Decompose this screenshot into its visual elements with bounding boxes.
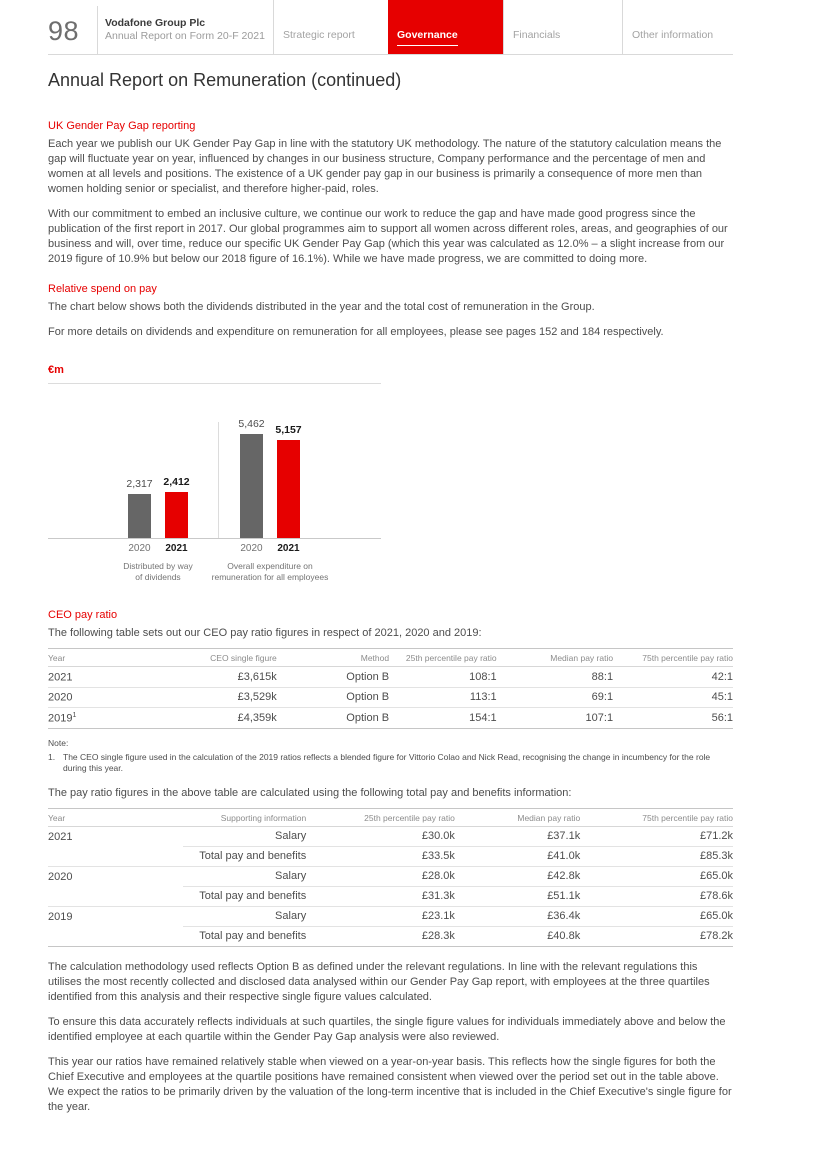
section-heading-relative-spend: Relative spend on pay — [48, 283, 157, 295]
chart-plot — [48, 384, 381, 554]
relative-spend-chart — [48, 364, 381, 595]
note-number: 1. — [48, 751, 56, 762]
chart-value-label: 2,412 — [163, 476, 190, 488]
ceo-pay-ratio-table — [48, 648, 733, 729]
tab-label: Other information — [632, 29, 714, 41]
ceo-pay-ratio-intro: The following table sets out our CEO pay ratio figures in respect of 2021, 2020 and 2019: — [48, 627, 482, 639]
page-title: Annual Report on Remuneration (continued) — [48, 70, 402, 90]
methodology-paragraph-3: This year our ratios have remained relatively stable when viewed on a year-on-year basis. This reflects how the single figures for both the Chief Executive and employees at the quartile positions have remained consistent when viewed over the period set out in the table above. We expect the ratios to be primarily driven by the valuation of the long-term incentive that is included in the Chief Executive's single figure for the year. — [48, 1055, 732, 1113]
report-page — [48, 0, 733, 1115]
note-text: The CEO single figure used in the calculation of the 2019 ratios reflects a blended figure for Vittorio Colao and Nick Read, recognising the change in incumbency for the role during this year. — [63, 751, 711, 773]
table2-intro: The pay ratio figures in the above table are calculated using the following total pay and benefits information: — [48, 786, 572, 799]
col-header-median: Median pay ratio — [497, 649, 613, 667]
chart-year-label: 2021 — [165, 543, 188, 554]
table-note — [48, 738, 733, 774]
table-row: Total pay and benefits £28.3k £40.8k £78.2k — [48, 926, 733, 946]
col-header-info: Supporting information — [183, 808, 306, 826]
col-header-median: Median pay ratio — [455, 808, 580, 826]
chart-bar-column — [238, 418, 265, 554]
table-row: 2021 Salary £30.0k £37.1k £71.2k — [48, 830, 733, 843]
note-label: Note: — [48, 737, 69, 748]
table-row: 2020 £3,529k Option B 113:1 69:1 45:1 — [48, 687, 733, 708]
tab-label: Strategic report — [283, 29, 355, 41]
chart-year-label: 2020 — [128, 543, 151, 554]
table-row: Total pay and benefits £33.5k £41.0k £85.3k — [48, 846, 733, 866]
table-row: 2021 £3,615k Option B 108:1 88:1 42:1 — [48, 670, 733, 684]
chart-caption-dividends: Distributed by way of dividends — [123, 561, 193, 582]
tab-label: Governance — [397, 29, 458, 46]
chart-bar-group — [238, 418, 302, 554]
pay-benefits-table — [48, 808, 733, 947]
table-row: 2019 Salary £23.1k £36.4k £65.0k — [48, 906, 733, 926]
col-header-p75: 75th percentile pay ratio — [613, 649, 733, 667]
tab-governance[interactable] — [388, 0, 503, 54]
col-header-method: Method — [277, 649, 389, 667]
header-divider — [97, 6, 98, 54]
col-header-p75: 75th percentile pay ratio — [580, 808, 733, 826]
col-header-year: Year — [48, 808, 183, 826]
table-header-row — [48, 808, 733, 826]
table-row: 2019$^1$ £4,359k Option B 154:1 107:1 56:1 — [48, 708, 733, 729]
chart-value-label: 5,462 — [238, 418, 265, 430]
chart-group-divider — [218, 422, 219, 538]
chart-bar-2020 — [240, 434, 263, 538]
report-name: Annual Report on Form 20-F 2021 — [105, 30, 265, 42]
page-header — [48, 0, 733, 55]
chart-bar-2021 — [277, 440, 300, 538]
chart-bar-2021 — [165, 492, 188, 538]
tab-other-information[interactable] — [622, 0, 733, 54]
chart-bar-column — [163, 476, 190, 554]
chart-unit-label: €m — [48, 364, 64, 376]
chart-captions — [48, 561, 381, 595]
section-heading-gender-pay: UK Gender Pay Gap reporting — [48, 120, 196, 132]
relative-spend-paragraph-2: For more details on dividends and expenditure on remuneration for all employees, please see pages 152 and 184 respectively. — [48, 326, 664, 338]
tab-strategic-report[interactable] — [273, 0, 388, 54]
chart-value-label: 2,317 — [126, 478, 153, 490]
brand-block — [105, 17, 265, 43]
table-row: Total pay and benefits £31.3k £51.1k £78.6k — [48, 886, 733, 906]
col-header-p25: 25th percentile pay ratio — [389, 649, 497, 667]
chart-bar-column — [126, 478, 153, 554]
col-header-year: Year — [48, 649, 117, 667]
page-number: 98 — [48, 16, 80, 46]
chart-caption-remuneration: Overall expenditure on remuneration for all employees — [211, 561, 329, 582]
gender-pay-paragraph-2: With our commitment to embed an inclusive culture, we continue our work to reduce the gap and have made good progress since the publication of the first report in 2017. Our global programmes aim to support all women across different roles, areas, and geographies of our business and will, over time, reduce our specific UK Gender Pay Gap (which this year was calculated as 12.0% – a slight increase from our 2019 figure of 10.9% but below our 2018 figure of 16.1%). While we have made progress, we are committed to doing more. — [48, 208, 728, 265]
table-header-row — [48, 649, 733, 667]
col-header-figure: CEO single figure — [117, 649, 277, 667]
relative-spend-paragraph-1: The chart below shows both the dividends distributed in the year and the total cost of remuneration in the Group. — [48, 301, 595, 313]
section-heading-ceo-pay-ratio: CEO pay ratio — [48, 609, 118, 621]
col-header-p25: 25th percentile pay ratio — [306, 808, 455, 826]
chart-year-label: 2021 — [277, 543, 300, 554]
methodology-paragraph-1: The calculation methodology used reflects Option B as defined under the relevant regulations. In line with the relevant regulations this utilises the most recently collected and disclosed data analysed within our Gender Pay Gap report, with employees at the three quartiles identified from this analysis and their respective single figure values calculated. — [48, 960, 710, 1003]
chart-bar-column — [275, 424, 302, 554]
chart-value-label: 5,157 — [275, 424, 302, 436]
tab-label: Financials — [513, 29, 561, 41]
table-row: 2020 Salary £28.0k £42.8k £65.0k — [48, 866, 733, 886]
company-name: Vodafone Group Plc — [105, 17, 206, 29]
chart-bar-group — [126, 476, 190, 554]
gender-pay-paragraph-1: Each year we publish our UK Gender Pay Gap in line with the statutory UK methodology. The nature of the statutory calculation means the gap will fluctuate year on year, influenced by changes in our business structure, Company performance and the percentage of men and women at all levels and positions. The existence of a UK gender pay gap in our business is primarily a consequence of more men than women holding senior or specialist, and therefore higher-paid, roles. — [48, 138, 722, 195]
chart-year-label: 2020 — [240, 543, 263, 554]
methodology-paragraph-2: To ensure this data accurately reflects individuals at such quartiles, the single figure values for individuals immediately above and below the identified employee at each quartile within the Gender Pay Gap analysis were also reviewed. — [48, 1015, 726, 1043]
tab-financials[interactable] — [503, 0, 622, 54]
chart-bar-2020 — [128, 494, 151, 538]
